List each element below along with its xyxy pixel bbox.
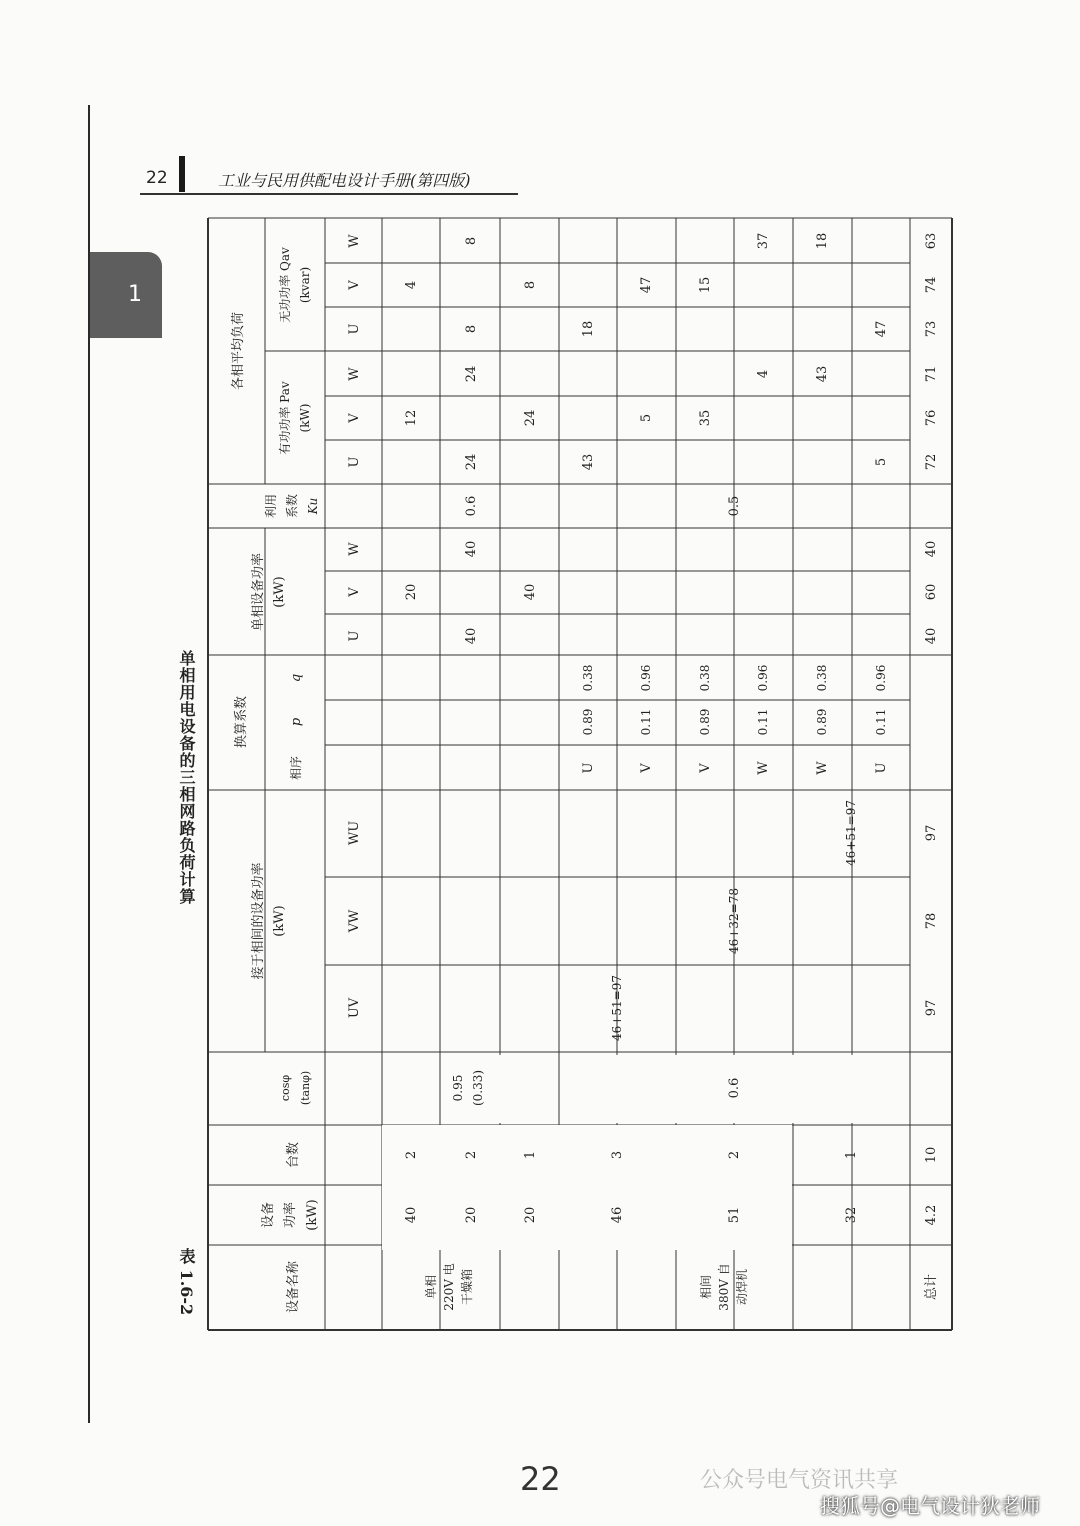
merge-mask-2 [559,1125,792,1250]
col-cos-2: (tanφ) [299,1070,312,1106]
g2-s3-qa: 15 [698,276,713,294]
col-line-power-2: (kW) [272,905,287,937]
col-pv: V [347,413,362,423]
g2-r1-count: 3 [610,1150,625,1160]
g2-cos: 0.6 [727,1077,742,1099]
col-p: p [289,717,304,727]
g2-s4-qa: 37 [756,232,771,250]
col-vw: VW [347,909,362,933]
g2-s6-p: 0.11 [874,708,888,736]
total-label: 总计 [924,1273,939,1301]
col-device-power-2: 功率 [283,1201,298,1229]
total-uv: 97 [924,999,939,1017]
col-sv: V [347,587,362,597]
total-pv: 76 [924,409,939,427]
g2-s5-p: 0.89 [815,708,829,736]
g2-s4-q: 0.96 [756,664,770,692]
g2-s3-pa: 35 [698,409,713,427]
g2-s2-q: 0.96 [639,664,653,692]
watermark-sohu: 搜狐号@电气设计狄老师 [820,1494,1040,1518]
total-count: 10 [924,1146,939,1164]
g1-r3-count: 1 [523,1150,538,1160]
g1-r1-pv: 12 [404,409,419,427]
g2-s1-q: 0.38 [581,664,595,692]
footer-page-number: 22 [520,1460,561,1498]
g1-r3-pv: 24 [523,409,538,427]
col-line-power-1: 接于相间的设备功率 [251,862,266,980]
g1-cos-2: (0.33) [471,1069,485,1107]
g1-name-3: 干燥箱 [460,1268,474,1306]
g2-s3-q: 0.38 [698,664,712,692]
g2-s4-phase: W [756,761,771,775]
g2-s6-phase: U [874,762,889,774]
col-ku-2: 系数 [285,493,299,519]
col-device-power-1: 设备 [261,1201,276,1229]
g2-s6-q: 0.96 [874,664,888,692]
col-pw: W [347,367,362,381]
g1-r1-count: 2 [404,1150,419,1160]
g2-s1-qa: 18 [581,320,596,338]
total-sw: 40 [924,540,939,558]
total-pu: 72 [924,453,939,471]
col-uv: UV [347,997,362,1019]
g2-uv-sum: 46+51=97 [610,975,624,1041]
g2-r3-count: 1 [844,1150,859,1160]
col-single-power-2: (kW) [272,576,287,608]
g2-s6-pa: 5 [874,457,889,467]
g1-r1-sv: 20 [404,583,419,601]
g2-wu-sum: 46+51=97 [844,800,858,866]
g2-vw-sum: 46+32=78 [727,888,741,954]
g1-r2-sw: 40 [464,540,479,558]
col-sw: W [347,542,362,556]
g2-s4-p: 0.11 [756,708,770,736]
g2-s2-qa: 47 [639,276,654,294]
g2-s5-phase: W [815,761,830,775]
chapter-tab-label: 1 [128,282,142,307]
table-caption: 单相用电设备的三相网路负荷计算 [177,650,196,905]
header-page-number: 22 [146,168,168,188]
g1-r2-power: 20 [464,1206,479,1224]
total-qv: 74 [924,276,939,294]
g1-r2-su: 40 [464,627,479,645]
watermark-wechat: 公众号电气资讯共享 [700,1468,899,1493]
g2-ku: 0.5 [727,495,742,517]
g2-s1-phase: U [581,762,596,774]
total-sv: 60 [924,583,939,601]
g1-r2-pw: 24 [464,365,479,383]
g2-s6-qa: 47 [874,320,889,338]
g2-s4-pa: 4 [756,369,771,379]
col-ku-1: 利用 [264,493,278,519]
g2-r3-power: 32 [844,1206,859,1224]
total-su: 40 [924,627,939,645]
g1-r2-pu: 24 [464,453,479,471]
g2-s3-phase: V [698,763,713,773]
col-reactive-1: 无功功率 Qav [278,247,292,323]
g1-r3-sv: 40 [523,583,538,601]
g1-r3-qv: 8 [523,280,538,290]
total-vw: 78 [924,912,939,930]
col-ku-3: Ku [306,497,320,515]
g2-name-3: 动焊机 [735,1268,749,1306]
g1-r3-power: 20 [523,1206,538,1224]
col-qv: V [347,280,362,290]
g1-r2-qw: 8 [464,236,479,246]
col-wu: WU [347,820,362,846]
g2-s2-p: 0.11 [639,708,653,736]
g2-s2-phase: V [639,763,654,773]
col-active-2: (kW) [298,403,312,433]
col-q: q [289,673,304,683]
col-cos-1: cosφ [279,1074,292,1102]
g2-r2-count: 2 [727,1150,742,1160]
col-count: 台数 [286,1141,301,1169]
header-book-title: 工业与民用供配电设计手册(第四版) [218,171,471,190]
g1-cos-1: 0.95 [451,1074,465,1102]
g2-s1-pa: 43 [581,453,596,471]
total-qu: 73 [924,320,939,338]
g1-r1-qv: 4 [404,280,419,290]
total-wu: 97 [924,824,939,842]
col-su: U [347,630,362,642]
g2-s2-pa: 5 [639,413,654,423]
col-device-name: 设备名称 [286,1260,301,1314]
col-device-power-3: (kW) [305,1199,320,1231]
total-pw: 71 [924,365,939,383]
g1-r1-power: 40 [404,1206,419,1224]
total-power: 4.2 [924,1204,939,1226]
g2-s5-pa: 43 [815,365,830,383]
g2-s1-p: 0.89 [581,708,595,736]
total-qw: 63 [924,232,939,250]
g2-name-1: 相间 [699,1274,713,1300]
col-avg-load: 各相平均负荷 [231,311,246,391]
merge-mask-1 [382,1125,560,1250]
g2-name-2: 380V 自 [717,1263,731,1311]
g1-name-1: 单相 [424,1274,438,1300]
g2-r1-power: 46 [610,1206,625,1224]
g2-r2-power: 51 [727,1206,742,1224]
g1-name-2: 220V 电 [442,1263,456,1311]
table-number: 表 1.6-2 [177,1248,196,1316]
col-qu: U [347,323,362,335]
g2-s3-p: 0.89 [698,708,712,736]
col-phase: 相序 [289,755,303,781]
g2-s5-q: 0.38 [815,664,829,692]
col-qw: W [347,234,362,248]
col-single-power-1: 单相设备功率 [251,552,266,632]
col-conv: 换算系数 [234,695,249,749]
col-pu: U [347,456,362,468]
g1-ku: 0.6 [464,495,479,517]
g1-r2-qu: 8 [464,324,479,334]
g1-r2-count: 2 [464,1150,479,1160]
col-reactive-2: (kvar) [298,266,312,304]
col-active-1: 有功功率 Pav [278,381,292,455]
g2-s5-qa: 18 [815,232,830,250]
